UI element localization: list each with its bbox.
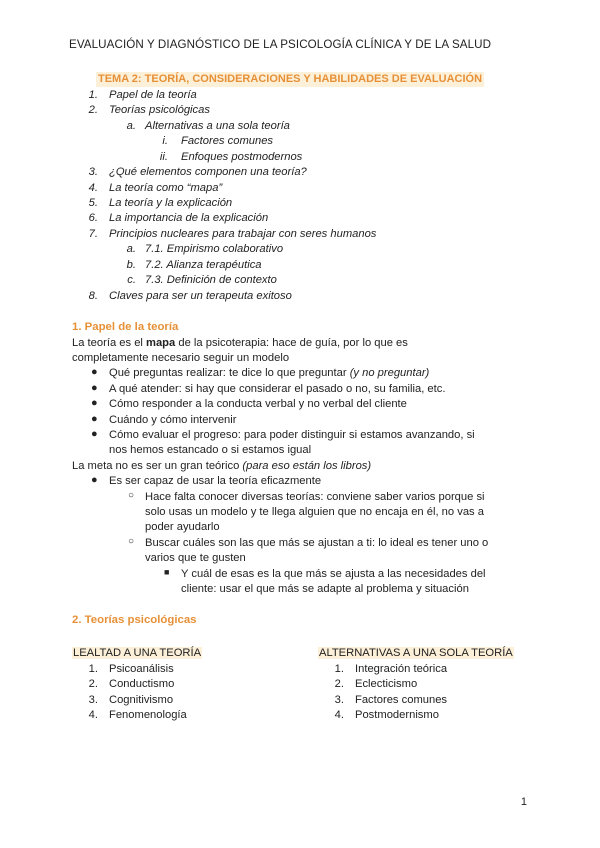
list-item: Factores comunes: [355, 694, 448, 706]
list-number: 3.: [88, 694, 98, 706]
list-item: Cómo responder a la conducta verbal y no verbal del cliente: [109, 398, 407, 410]
toc-item: Principios nucleares para trabajar con seres humanos: [109, 228, 377, 240]
toc-number: 7.: [88, 228, 98, 240]
toc-item: Teorías psicológicas: [109, 104, 210, 116]
toc-item: La teoría como “mapa”: [109, 182, 223, 194]
toc-item: Enfoques postmodernos: [181, 151, 303, 163]
toc-number: c.: [127, 274, 136, 286]
toc-item: Papel de la teoría: [109, 89, 197, 101]
page-header: EVALUACIÓN Y DIAGNÓSTICO DE LA PSICOLOGÍA CLÍNICA Y DE LA SALUD: [69, 38, 492, 51]
bullet-icon: ●: [91, 382, 98, 394]
list-item: Psicoanálisis: [109, 663, 174, 675]
section-1-intro: La teoría es el mapa de la psicoterapia: hace de guía, por lo que es: [72, 337, 408, 349]
list-item: Qué preguntas realizar: te dice lo que preguntar (y no preguntar): [109, 367, 430, 379]
toc-number: 3.: [88, 166, 98, 178]
list-item: Es ser capaz de usar la teoría eficazmente: [109, 475, 322, 487]
toc-item: La importancia de la explicación: [109, 212, 269, 224]
list-number: 4.: [88, 709, 98, 721]
list-item: Conductismo: [109, 678, 175, 690]
section-1-title: 1. Papel de la teoría: [72, 321, 179, 333]
left-column-title: LEALTAD A UNA TEORÍA: [73, 647, 202, 659]
tema-title: TEMA 2: TEORÍA, CONSIDERACIONES Y HABILIDADES DE EVALUACIÓN: [98, 73, 483, 85]
meta-line: La meta no es ser un gran teórico (para eso están los libros): [72, 460, 372, 472]
square-bullet-icon: ■: [164, 567, 170, 577]
toc-item: Claves para ser un terapeuta exitoso: [109, 290, 292, 302]
list-number: 2.: [88, 678, 98, 690]
toc-item: ¿Qué elementos componen una teoría?: [109, 166, 307, 178]
toc-number: ii.: [159, 151, 168, 163]
toc-number: 4.: [88, 182, 98, 194]
list-item: Eclecticismo: [355, 678, 418, 690]
list-item: Integración teórica: [355, 663, 448, 675]
list-item: Postmodernismo: [355, 709, 439, 721]
list-item-cont: varios que te gusten: [145, 552, 246, 564]
toc-item: 7.1. Empirismo colaborativo: [145, 243, 284, 255]
list-item: Buscar cuáles son las que más se ajustan a ti: lo ideal es tener uno o: [145, 537, 489, 549]
right-column-title: ALTERNATIVAS A UNA SOLA TEORÍA: [319, 647, 513, 659]
toc-number: 5.: [88, 197, 98, 209]
toc-number: i.: [162, 135, 168, 147]
list-item: Cognitivismo: [109, 694, 174, 706]
section-1-intro-cont: completamente necesario seguir un modelo: [72, 352, 290, 364]
list-item-cont: cliente: usar el que más se adapte al problema y situación: [181, 583, 469, 595]
list-item-cont: poder ayudarlo: [145, 521, 220, 533]
bullet-icon: ●: [91, 397, 98, 409]
bullet-icon: ●: [91, 428, 98, 440]
bullet-icon: ●: [91, 366, 98, 378]
list-item: Cuándo y cómo intervenir: [109, 414, 237, 426]
list-number: 4.: [334, 709, 344, 721]
page-number: 1: [520, 796, 527, 808]
toc-number: 1.: [88, 89, 98, 101]
toc-item: Factores comunes: [181, 135, 274, 147]
toc-item: La teoría y la explicación: [109, 197, 233, 209]
list-number: 3.: [334, 694, 344, 706]
list-item: Cómo evaluar el progreso: para poder distinguir si estamos avanzando, si: [109, 429, 475, 441]
section-2-title: 2. Teorías psicológicas: [72, 614, 197, 626]
bullet-icon: ●: [91, 474, 98, 486]
toc-item: 7.3. Definición de contexto: [145, 274, 277, 286]
list-number: 1.: [334, 663, 344, 675]
hollow-bullet-icon: ○: [128, 490, 135, 501]
hollow-bullet-icon: ○: [128, 536, 135, 547]
toc-number: a.: [126, 243, 136, 255]
list-item-cont: solo usas un modelo y te llega alguien que no encaja en él, no vas a: [145, 506, 484, 518]
toc-number: 6.: [88, 212, 98, 224]
list-item: Y cuál de esas es la que más se ajusta a las necesidades del: [181, 568, 486, 580]
list-item: Fenomenología: [109, 709, 187, 721]
toc-number: b.: [126, 259, 136, 271]
toc-item: Alternativas a una sola teoría: [145, 120, 290, 132]
list-item-cont: nos hemos estancado o si estamos igual: [109, 444, 312, 456]
toc-number: a.: [126, 120, 136, 132]
list-number: 1.: [88, 663, 98, 675]
bullet-icon: ●: [91, 413, 98, 425]
list-number: 2.: [334, 678, 344, 690]
toc-item: 7.2. Alianza terapéutica: [145, 259, 262, 271]
toc-number: 2.: [88, 104, 98, 116]
toc-number: 8.: [88, 290, 98, 302]
list-item: Hace falta conocer diversas teorías: conviene saber varios porque si: [145, 491, 485, 503]
bold-term: mapa: [146, 337, 176, 349]
list-item: A qué atender: si hay que considerar el pasado o no, su familia, etc.: [109, 383, 446, 395]
